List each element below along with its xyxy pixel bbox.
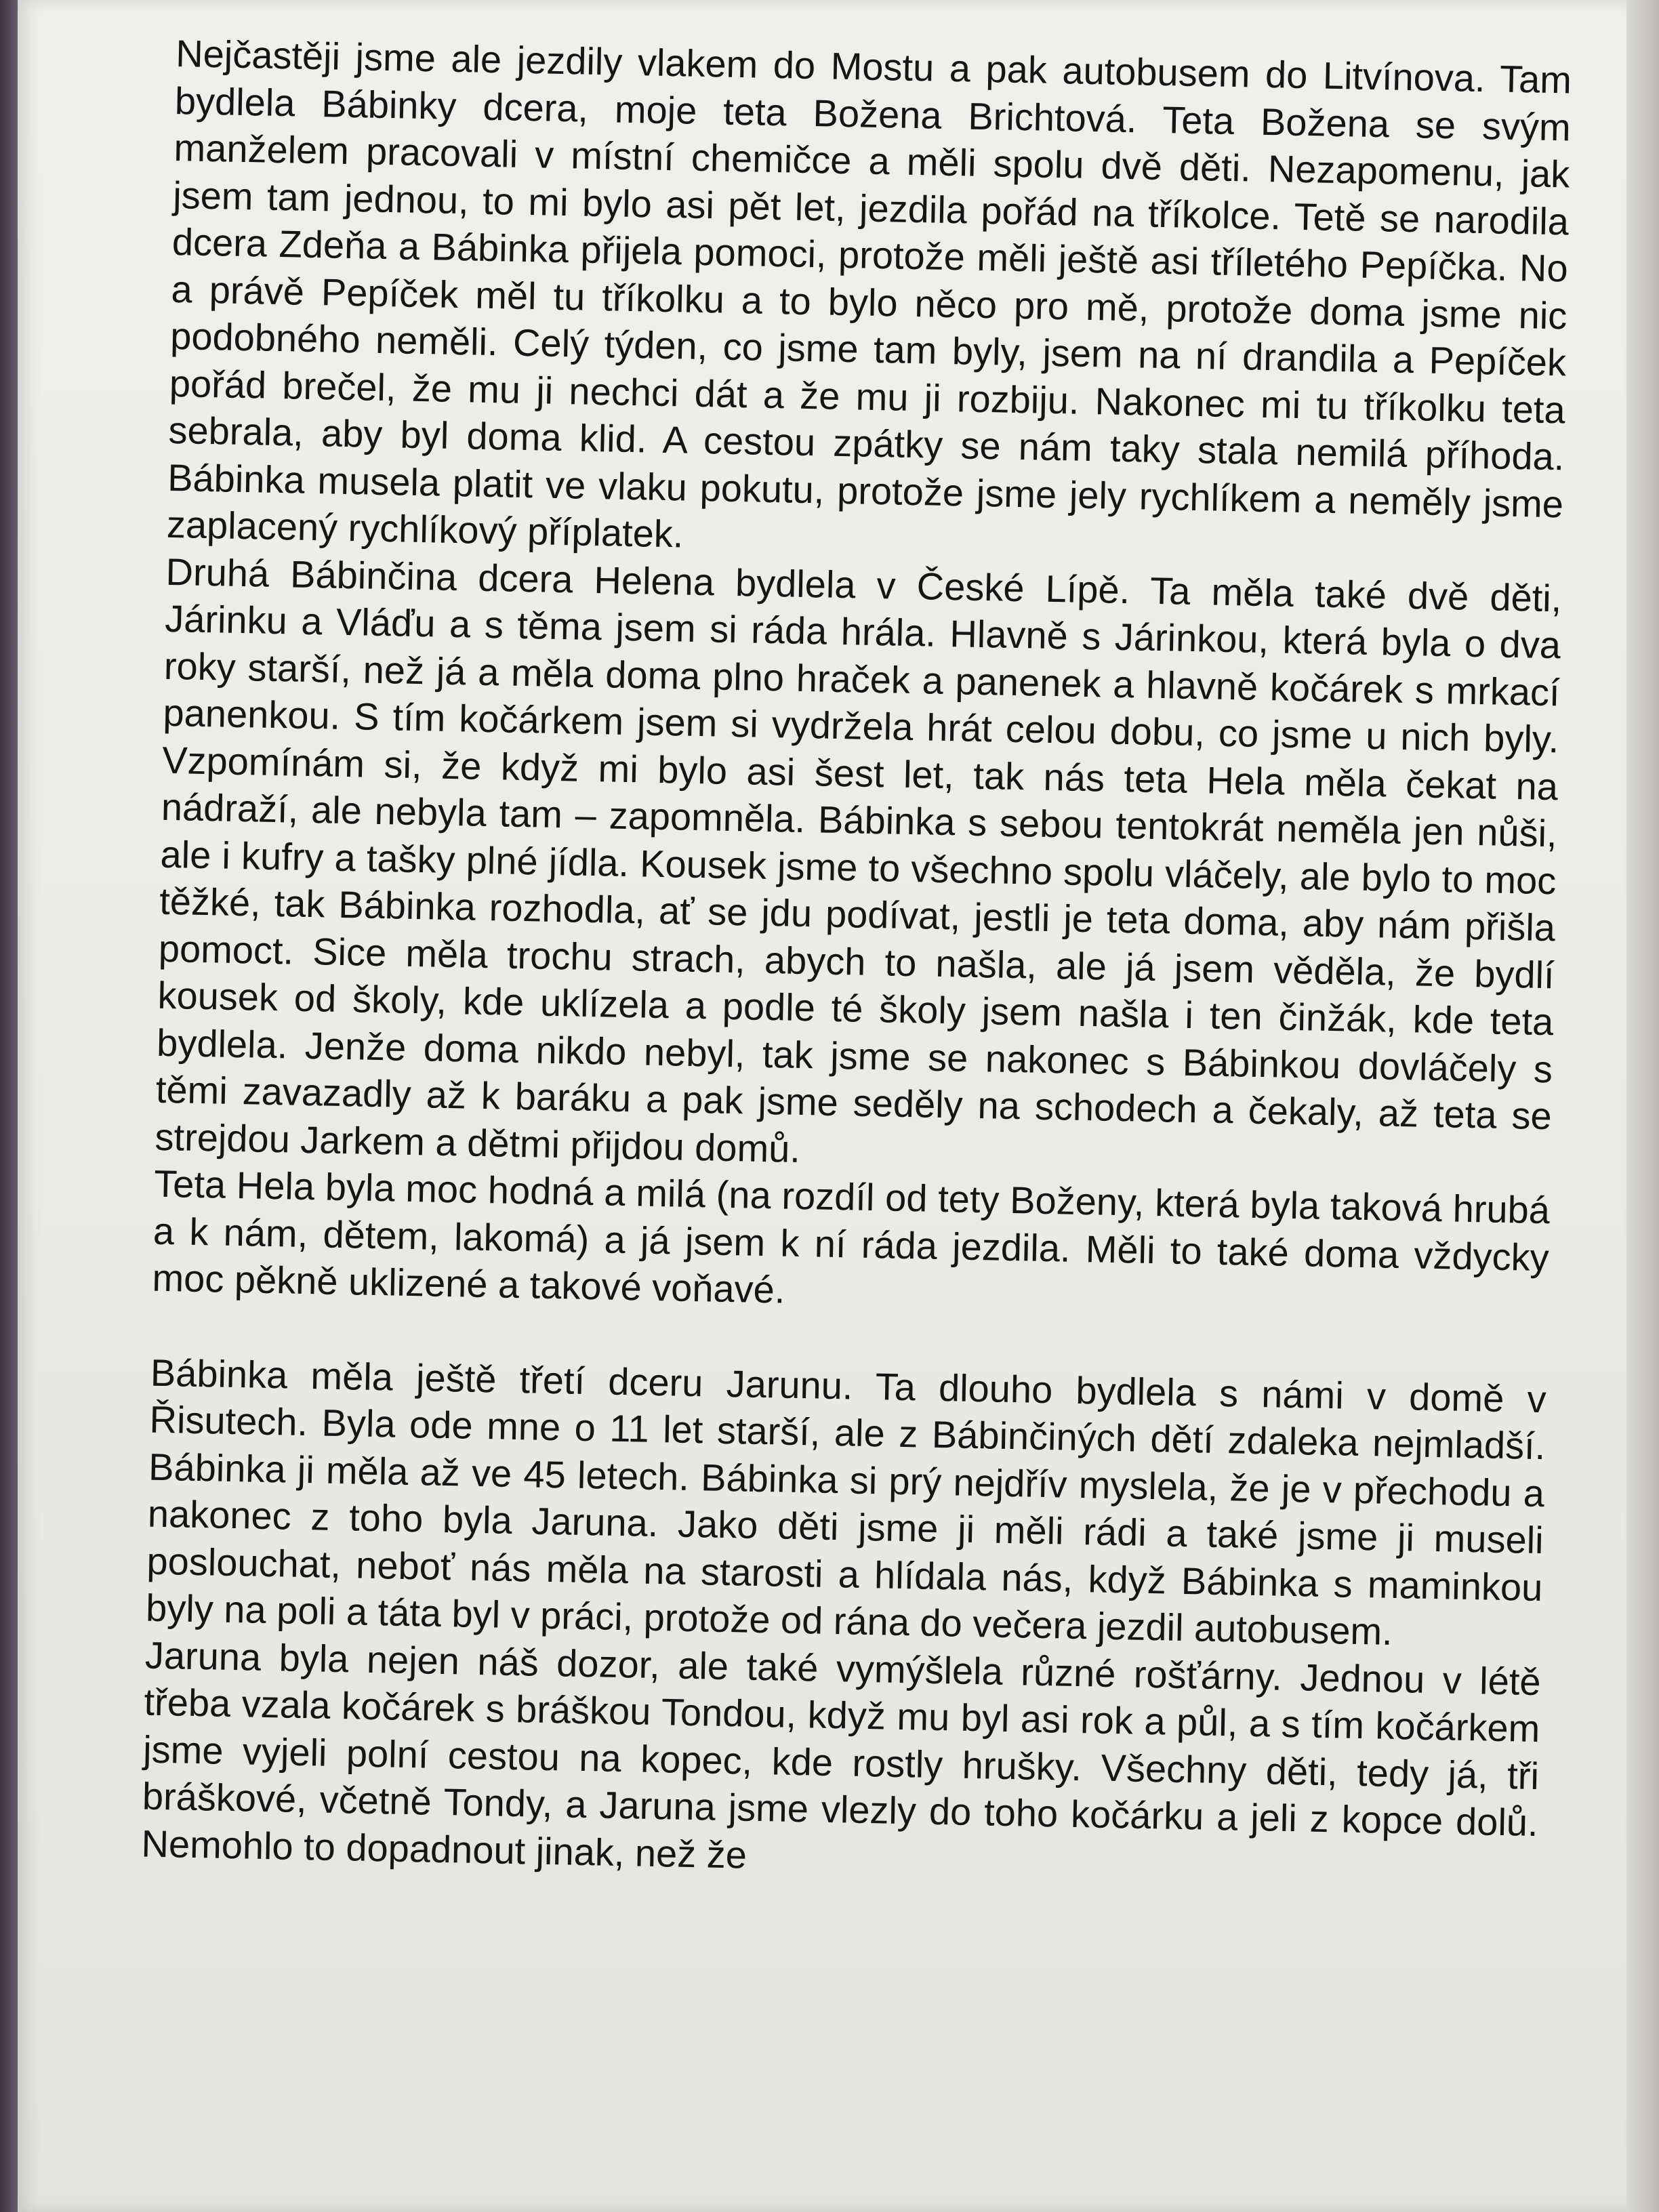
paragraph-ceska-lipa: Druhá Bábinčina dcera Helena bydlela v České Lípě. Ta měla také dvě děti, Járinku a Vláďu a s těma jsem si ráda hrála. Hlavně s Járinkou, která byla o dva roky starší, než já a měla doma plno hraček a panenek a hlavně kočárek s mrkací panenkou. S tím kočárkem jsem si vydržela hrát celou dobu, co jsme u nich byly. Vzpomínám si, že když mi bylo asi šest let, tak nás teta Hela měla čekat na nádraží, ale nebyla tam – zapomněla. Bábinka s sebou tentokrát neměla jen nůši, ale i kufry a tašky plné jídla. Kousek jsme to všechno spolu vláčely, ale bylo to moc těžké, tak Bábinka rozhodla, ať se jdu podívat, jestli je teta doma, aby nám přišla pomoct. Sice měla trochu strach, abych to našla, ale já jsem věděla, že bydlí kousek od školy, kde uklízela a podle té školy jsem našla i ten činžák, kde teta bydlela. Jenže doma nikdo nebyl, tak jsme se nakonec s Bábinkou dovláčely s těmi zavazadly až k baráku a pak jsme seděly na schodech a čekaly, až teta se strejdou Jarkem a dětmi přijdou domů. [155,550,1562,1170]
paragraph-kocarek: Jaruna byla nejen náš dozor, ale také vymýšlela různé rošťárny. Jednou v létě třeba vzala kočárek s bráškou Tondou, když mu byl asi rok a půl, a s tím kočárkem jsme vyjeli polní cestou na kopec, kde rostly hrušky. Všechny děti, tedy já, tři bráškové, včetně Tondy, a Jaruna jsme vlezly do toho kočárku a jeli z kopce dolů. Nemohlo to dopadnout jinak, než že [141,1633,1542,1877]
paragraph-litvinov: Nejčastěji jsme ale jezdily vlakem do Mostu a pak autobusem do Litvínova. Tam bydlela Bábinky dcera, moje teta Božena Brichtová. Teta Božena se svým manželem pracovali v místní chemičce a měli spolu dvě děti. Nezapomenu, jak jsem tam jednou, to mi bylo asi pět let, jezdila pořád na tříkolce. Tetě se narodila dcera Zdeňa a Bábinka přijela pomoci, protože měli ještě asi tříletého Pepíčka. No a právě Pepíček měl tu tříkolku a to bylo něco pro mě, protože doma jsme nic podobného neměli. Celý týden, co jsme tam byly, jsem na ní drandila a Pepíček pořád brečel, že mu ji nechci dát a že mu ji rozbiju. Nakonec mi tu tříkolku teta sebrala, aby byl doma klid. A cestou zpátky se nám taky stala nemilá příhoda. Bábinka musela platit ve vlaku pokutu, protože jsme jely rychlíkem a neměly jsme zaplacený rychlíkový příplatek. [166,31,1572,556]
paragraph-jaruna: Bábinka měla ještě třetí dceru Jarunu. Ta dlouho bydlela s námi v domě v Řisutech. Byla ode mne o 11 let starší, ale z Bábinčiných dětí zdaleka nejmladší. Bábinka ji měla až ve 45 letech. Bábinka si prý nejdřív myslela, že je v přechodu a nakonec z toho byla Jaruna. Jako děti jsme ji měli rádi a také jsme ji museli poslouchat, neboť nás měla na starosti a hlídala nás, když Bábinka s maminkou byly na poli a táta byl v práci, protože od rána do večera jezdil autobusem. [145,1351,1547,1653]
paragraph-teta-hela: Teta Hela byla moc hodná a milá (na rozdíl od tety Boženy, která byla taková hrubá a k nám, dětem, lakomá) a já jsem k ní ráda jezdila. Měli to také doma vždycky moc pěkně uklizené a takové voňavé. [152,1162,1551,1311]
document-body [141,30,1572,1893]
page-stack-edge [1626,0,1659,2212]
